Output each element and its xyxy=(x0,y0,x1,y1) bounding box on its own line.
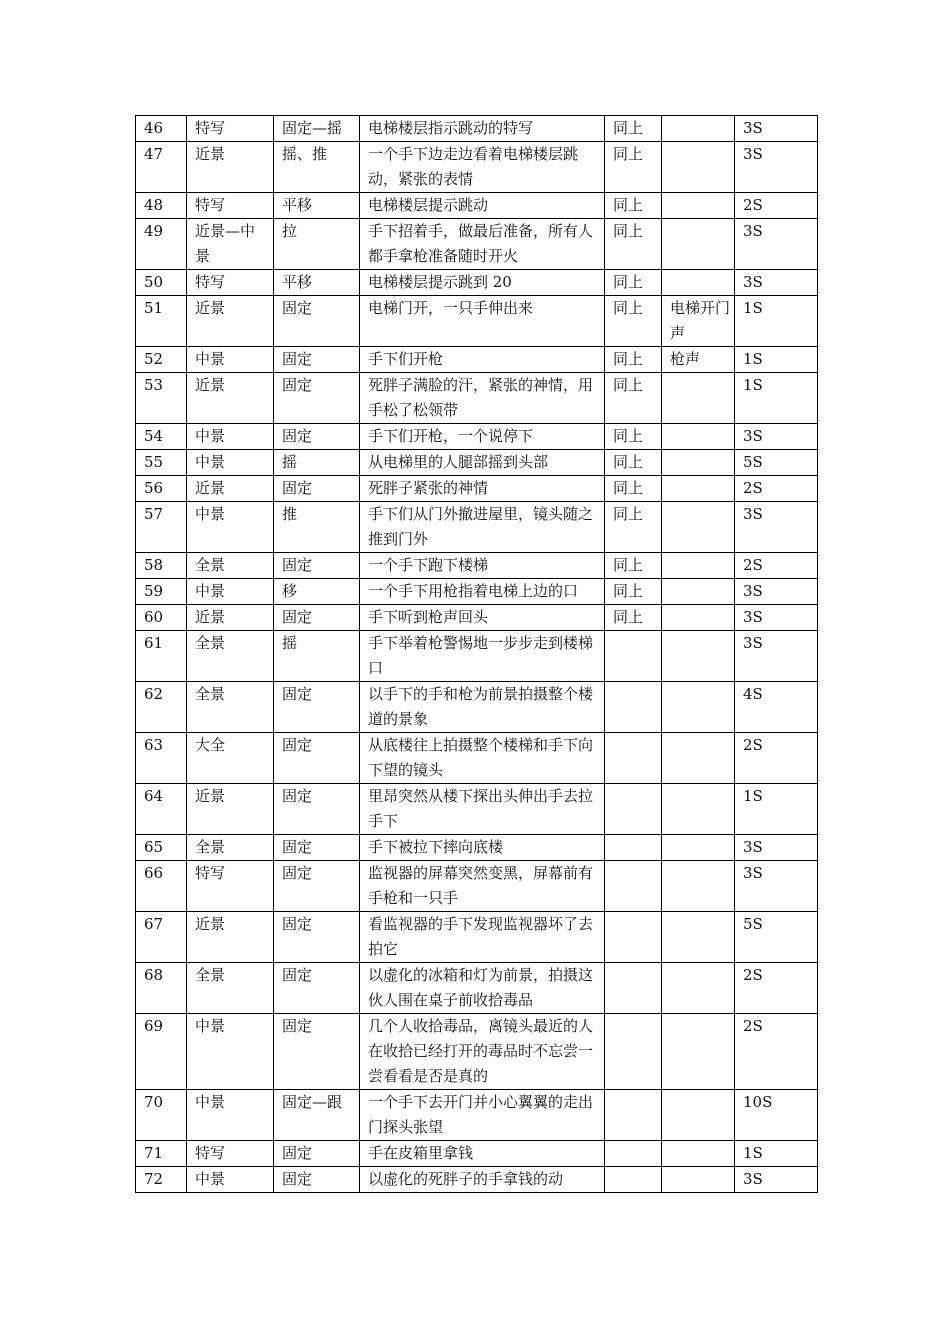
table-row xyxy=(136,142,818,193)
cell-music xyxy=(605,1141,662,1167)
cell-description: 里昂突然从楼下探出头伸出手去拉手下 xyxy=(360,784,605,835)
cell-sound-effect xyxy=(662,476,735,502)
table-row xyxy=(136,1141,818,1167)
cell-description: 一个手下去开门并小心翼翼的走出门探头张望 xyxy=(360,1090,605,1141)
cell-description: 以虚化的冰箱和灯为前景，拍摄这伙人围在桌子前收拾毒品 xyxy=(360,963,605,1014)
table-row xyxy=(136,502,818,553)
table-row xyxy=(136,296,818,347)
cell-shot-size: 中景 xyxy=(187,1167,274,1193)
cell-camera-move: 固定 xyxy=(274,1141,360,1167)
cell-duration: 2S xyxy=(735,553,818,579)
cell-shot-number: 47 xyxy=(136,142,187,193)
table-row xyxy=(136,733,818,784)
cell-shot-number: 61 xyxy=(136,631,187,682)
cell-shot-number: 63 xyxy=(136,733,187,784)
cell-camera-move: 固定 xyxy=(274,605,360,631)
table-row xyxy=(136,1167,818,1193)
cell-duration: 2S xyxy=(735,476,818,502)
cell-camera-move: 摇 xyxy=(274,631,360,682)
cell-shot-number: 52 xyxy=(136,347,187,373)
cell-music: 同上 xyxy=(605,605,662,631)
cell-duration: 3S xyxy=(735,605,818,631)
cell-duration: 4S xyxy=(735,682,818,733)
cell-shot-size: 近景 xyxy=(187,912,274,963)
cell-duration: 1S xyxy=(735,1141,818,1167)
cell-camera-move: 固定—跟 xyxy=(274,1090,360,1141)
cell-camera-move: 固定 xyxy=(274,1014,360,1090)
cell-sound-effect xyxy=(662,270,735,296)
cell-shot-size: 大全 xyxy=(187,733,274,784)
cell-music: 同上 xyxy=(605,219,662,270)
cell-description: 手下们开枪 xyxy=(360,347,605,373)
cell-shot-size: 近景 xyxy=(187,476,274,502)
cell-music: 同上 xyxy=(605,193,662,219)
cell-duration: 10S xyxy=(735,1090,818,1141)
cell-sound-effect xyxy=(662,784,735,835)
cell-sound-effect xyxy=(662,373,735,424)
cell-shot-number: 70 xyxy=(136,1090,187,1141)
cell-music: 同上 xyxy=(605,450,662,476)
cell-shot-number: 58 xyxy=(136,553,187,579)
cell-description: 电梯楼层提示跳动 xyxy=(360,193,605,219)
shot-list-table xyxy=(135,115,818,1193)
cell-camera-move: 固定 xyxy=(274,553,360,579)
table-row xyxy=(136,347,818,373)
cell-shot-size: 全景 xyxy=(187,963,274,1014)
cell-music: 同上 xyxy=(605,476,662,502)
cell-camera-move: 固定—摇 xyxy=(274,116,360,142)
cell-music: 同上 xyxy=(605,553,662,579)
cell-description: 从电梯里的人腿部摇到头部 xyxy=(360,450,605,476)
cell-shot-number: 60 xyxy=(136,605,187,631)
cell-shot-size: 近景 xyxy=(187,296,274,347)
cell-music xyxy=(605,835,662,861)
cell-camera-move: 固定 xyxy=(274,784,360,835)
cell-duration: 3S xyxy=(735,219,818,270)
cell-shot-size: 特写 xyxy=(187,1141,274,1167)
cell-shot-size: 中景 xyxy=(187,424,274,450)
table-row xyxy=(136,631,818,682)
cell-sound-effect xyxy=(662,502,735,553)
cell-description: 电梯楼层指示跳动的特写 xyxy=(360,116,605,142)
cell-shot-size: 特写 xyxy=(187,270,274,296)
cell-shot-number: 64 xyxy=(136,784,187,835)
cell-duration: 3S xyxy=(735,1167,818,1193)
cell-duration: 3S xyxy=(735,142,818,193)
cell-sound-effect xyxy=(662,912,735,963)
cell-sound-effect xyxy=(662,631,735,682)
cell-sound-effect: 电梯开门声 xyxy=(662,296,735,347)
cell-description: 电梯楼层提示跳到 20 xyxy=(360,270,605,296)
cell-duration: 3S xyxy=(735,424,818,450)
table-row xyxy=(136,116,818,142)
cell-camera-move: 推 xyxy=(274,502,360,553)
cell-description: 几个人收拾毒品，离镜头最近的人在收拾已经打开的毒品时不忘尝一尝看看是否是真的 xyxy=(360,1014,605,1090)
cell-shot-number: 71 xyxy=(136,1141,187,1167)
cell-music xyxy=(605,861,662,912)
cell-shot-number: 67 xyxy=(136,912,187,963)
cell-sound-effect xyxy=(662,1014,735,1090)
cell-shot-size: 特写 xyxy=(187,861,274,912)
cell-shot-size: 中景 xyxy=(187,1014,274,1090)
cell-shot-size: 全景 xyxy=(187,631,274,682)
cell-camera-move: 固定 xyxy=(274,963,360,1014)
cell-sound-effect xyxy=(662,835,735,861)
cell-music xyxy=(605,784,662,835)
cell-description: 手下听到枪声回头 xyxy=(360,605,605,631)
cell-duration: 2S xyxy=(735,193,818,219)
cell-music xyxy=(605,733,662,784)
table-row xyxy=(136,784,818,835)
cell-shot-size: 中景 xyxy=(187,579,274,605)
cell-duration: 1S xyxy=(735,296,818,347)
cell-camera-move: 固定 xyxy=(274,296,360,347)
cell-shot-number: 66 xyxy=(136,861,187,912)
cell-camera-move: 摇 xyxy=(274,450,360,476)
table-row xyxy=(136,912,818,963)
cell-duration: 2S xyxy=(735,963,818,1014)
cell-shot-number: 57 xyxy=(136,502,187,553)
cell-music xyxy=(605,682,662,733)
cell-shot-size: 近景 xyxy=(187,784,274,835)
cell-music xyxy=(605,1014,662,1090)
cell-music xyxy=(605,631,662,682)
cell-sound-effect xyxy=(662,116,735,142)
cell-duration: 3S xyxy=(735,835,818,861)
table-row xyxy=(136,682,818,733)
cell-shot-number: 55 xyxy=(136,450,187,476)
cell-camera-move: 固定 xyxy=(274,424,360,450)
table-row xyxy=(136,193,818,219)
table-row xyxy=(136,424,818,450)
cell-music xyxy=(605,1090,662,1141)
cell-shot-size: 近景 xyxy=(187,605,274,631)
cell-description: 电梯门开，一只手伸出来 xyxy=(360,296,605,347)
cell-camera-move: 拉 xyxy=(274,219,360,270)
cell-sound-effect xyxy=(662,193,735,219)
cell-shot-number: 48 xyxy=(136,193,187,219)
cell-description: 以虚化的死胖子的手拿钱的动 xyxy=(360,1167,605,1193)
cell-music: 同上 xyxy=(605,116,662,142)
cell-shot-size: 中景 xyxy=(187,1090,274,1141)
cell-shot-number: 51 xyxy=(136,296,187,347)
cell-sound-effect: 枪声 xyxy=(662,347,735,373)
table-row xyxy=(136,476,818,502)
cell-description: 手下们从门外撤进屋里，镜头随之推到门外 xyxy=(360,502,605,553)
cell-description: 手下举着枪警惕地一步步走到楼梯口 xyxy=(360,631,605,682)
cell-duration: 2S xyxy=(735,1014,818,1090)
cell-shot-number: 68 xyxy=(136,963,187,1014)
cell-sound-effect xyxy=(662,553,735,579)
cell-description: 手下被拉下摔向底楼 xyxy=(360,835,605,861)
table-row xyxy=(136,270,818,296)
table-row xyxy=(136,373,818,424)
cell-sound-effect xyxy=(662,142,735,193)
cell-music: 同上 xyxy=(605,270,662,296)
cell-shot-number: 65 xyxy=(136,835,187,861)
cell-camera-move: 固定 xyxy=(274,682,360,733)
cell-camera-move: 摇、推 xyxy=(274,142,360,193)
cell-music xyxy=(605,1167,662,1193)
cell-duration: 3S xyxy=(735,116,818,142)
cell-camera-move: 固定 xyxy=(274,1167,360,1193)
cell-duration: 3S xyxy=(735,270,818,296)
table-row xyxy=(136,861,818,912)
cell-music: 同上 xyxy=(605,424,662,450)
cell-sound-effect xyxy=(662,861,735,912)
cell-camera-move: 固定 xyxy=(274,835,360,861)
cell-shot-number: 62 xyxy=(136,682,187,733)
cell-shot-size: 全景 xyxy=(187,835,274,861)
cell-shot-size: 中景 xyxy=(187,450,274,476)
table-row xyxy=(136,835,818,861)
cell-sound-effect xyxy=(662,1167,735,1193)
cell-camera-move: 固定 xyxy=(274,373,360,424)
cell-shot-number: 46 xyxy=(136,116,187,142)
cell-music: 同上 xyxy=(605,296,662,347)
cell-duration: 1S xyxy=(735,784,818,835)
cell-sound-effect xyxy=(662,219,735,270)
cell-music xyxy=(605,912,662,963)
shot-list-body xyxy=(136,116,818,1193)
cell-duration: 3S xyxy=(735,579,818,605)
cell-sound-effect xyxy=(662,733,735,784)
cell-shot-number: 49 xyxy=(136,219,187,270)
cell-sound-effect xyxy=(662,579,735,605)
cell-description: 死胖子紧张的神情 xyxy=(360,476,605,502)
cell-camera-move: 平移 xyxy=(274,270,360,296)
cell-duration: 3S xyxy=(735,502,818,553)
cell-camera-move: 固定 xyxy=(274,476,360,502)
cell-shot-size: 全景 xyxy=(187,553,274,579)
cell-camera-move: 固定 xyxy=(274,347,360,373)
cell-shot-size: 近景 xyxy=(187,142,274,193)
cell-description: 从底楼往上拍摄整个楼梯和手下向下望的镜头 xyxy=(360,733,605,784)
cell-camera-move: 固定 xyxy=(274,861,360,912)
cell-shot-number: 69 xyxy=(136,1014,187,1090)
cell-description: 手在皮箱里拿钱 xyxy=(360,1141,605,1167)
cell-shot-number: 59 xyxy=(136,579,187,605)
cell-shot-number: 50 xyxy=(136,270,187,296)
cell-music: 同上 xyxy=(605,579,662,605)
table-row xyxy=(136,1090,818,1141)
table-row xyxy=(136,579,818,605)
cell-camera-move: 移 xyxy=(274,579,360,605)
table-row xyxy=(136,963,818,1014)
cell-duration: 3S xyxy=(735,861,818,912)
cell-camera-move: 固定 xyxy=(274,733,360,784)
cell-shot-size: 近景—中景 xyxy=(187,219,274,270)
table-row xyxy=(136,553,818,579)
cell-music: 同上 xyxy=(605,502,662,553)
cell-duration: 3S xyxy=(735,631,818,682)
table-row xyxy=(136,450,818,476)
cell-shot-number: 56 xyxy=(136,476,187,502)
cell-description: 一个手下用枪指着电梯上边的口 xyxy=(360,579,605,605)
cell-duration: 1S xyxy=(735,373,818,424)
cell-sound-effect xyxy=(662,1090,735,1141)
cell-shot-number: 53 xyxy=(136,373,187,424)
cell-sound-effect xyxy=(662,682,735,733)
cell-description: 一个手下跑下楼梯 xyxy=(360,553,605,579)
cell-duration: 5S xyxy=(735,450,818,476)
cell-description: 看监视器的手下发现监视器坏了去拍它 xyxy=(360,912,605,963)
cell-description: 以手下的手和枪为前景拍摄整个楼道的景象 xyxy=(360,682,605,733)
cell-music xyxy=(605,963,662,1014)
cell-sound-effect xyxy=(662,605,735,631)
cell-music: 同上 xyxy=(605,373,662,424)
table-row xyxy=(136,219,818,270)
cell-shot-number: 72 xyxy=(136,1167,187,1193)
cell-description: 手下招着手，做最后准备，所有人都手拿枪准备随时开火 xyxy=(360,219,605,270)
cell-music: 同上 xyxy=(605,142,662,193)
cell-description: 死胖子满脸的汗，紧张的神情，用手松了松领带 xyxy=(360,373,605,424)
table-row xyxy=(136,1014,818,1090)
cell-duration: 1S xyxy=(735,347,818,373)
cell-shot-size: 中景 xyxy=(187,347,274,373)
cell-shot-size: 全景 xyxy=(187,682,274,733)
table-row xyxy=(136,605,818,631)
cell-sound-effect xyxy=(662,963,735,1014)
cell-shot-size: 特写 xyxy=(187,193,274,219)
cell-sound-effect xyxy=(662,1141,735,1167)
cell-duration: 2S xyxy=(735,733,818,784)
cell-camera-move: 平移 xyxy=(274,193,360,219)
cell-shot-size: 特写 xyxy=(187,116,274,142)
cell-description: 监视器的屏幕突然变黑，屏幕前有手枪和一只手 xyxy=(360,861,605,912)
cell-sound-effect xyxy=(662,450,735,476)
cell-description: 手下们开枪，一个说停下 xyxy=(360,424,605,450)
cell-shot-size: 中景 xyxy=(187,502,274,553)
cell-duration: 5S xyxy=(735,912,818,963)
cell-sound-effect xyxy=(662,424,735,450)
cell-music: 同上 xyxy=(605,347,662,373)
cell-camera-move: 固定 xyxy=(274,912,360,963)
cell-shot-number: 54 xyxy=(136,424,187,450)
cell-shot-size: 近景 xyxy=(187,373,274,424)
cell-description: 一个手下边走边看着电梯楼层跳动，紧张的表情 xyxy=(360,142,605,193)
